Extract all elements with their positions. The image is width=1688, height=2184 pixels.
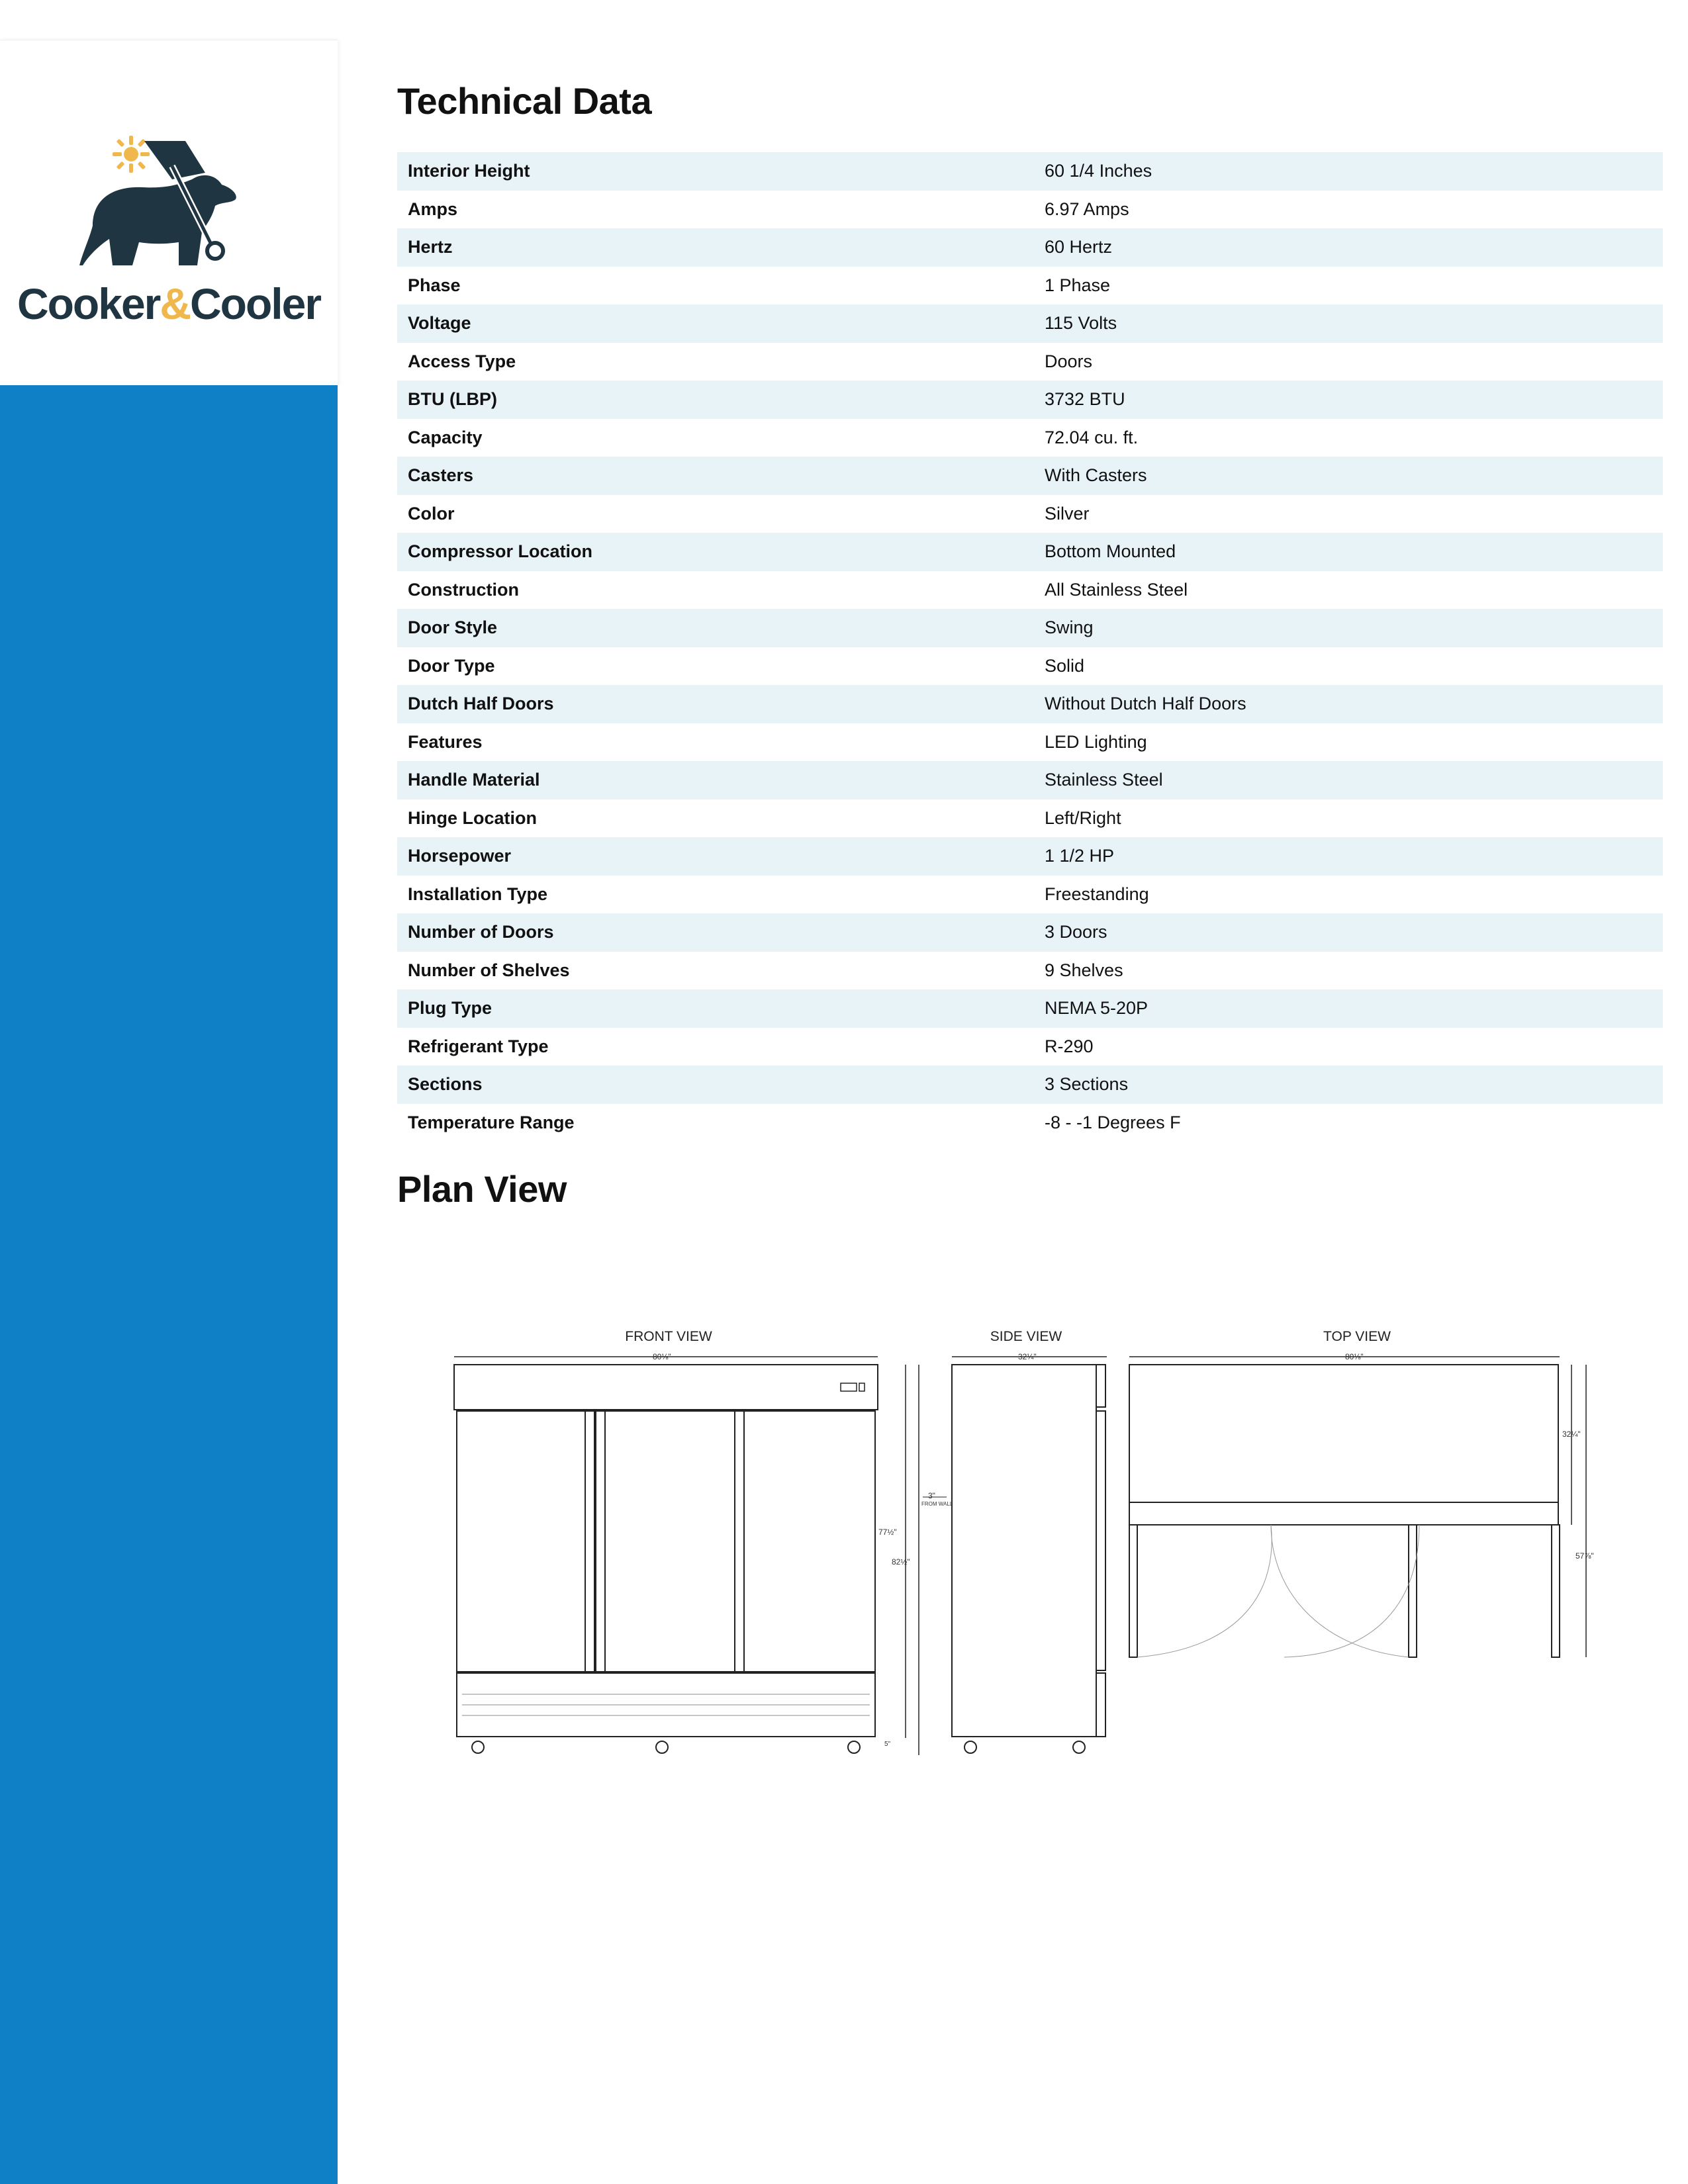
spec-label: Interior Height (408, 161, 530, 181)
spec-value: Bottom Mounted (1045, 541, 1176, 562)
spec-value: -8 - -1 Degrees F (1045, 1112, 1181, 1132)
spec-label: Features (408, 731, 483, 752)
side-view-label: SIDE VIEW (990, 1329, 1062, 1344)
spec-label: Casters (408, 465, 474, 486)
spec-value: Left/Right (1045, 807, 1121, 828)
spec-value: Freestanding (1045, 884, 1149, 904)
spec-label: Capacity (408, 427, 483, 447)
spec-label: BTU (LBP) (408, 389, 497, 410)
spec-label: Door Style (408, 617, 498, 638)
spec-label: Installation Type (408, 884, 548, 904)
spec-value: 3 Doors (1045, 922, 1107, 942)
spec-label: Horsepower (408, 846, 512, 866)
spec-value: NEMA 5-20P (1045, 998, 1149, 1019)
plan-view-title: Plan View (397, 1168, 567, 1210)
spec-value: All Stainless Steel (1045, 579, 1188, 600)
spec-value: 115 Volts (1045, 313, 1117, 334)
spec-label: Number of Shelves (408, 960, 570, 980)
spec-label: Amps (408, 199, 458, 219)
top-width-dim: 80⅛" (1345, 1352, 1364, 1361)
brand-wordmark: Cooker&Cooler (17, 279, 321, 328)
spec-value: 1 Phase (1045, 275, 1111, 295)
spec-label: Door Type (408, 655, 495, 676)
spec-value: 3732 BTU (1045, 389, 1125, 410)
spec-value: Solid (1045, 655, 1085, 676)
spec-value: 72.04 cu. ft. (1045, 427, 1139, 447)
spec-label: Temperature Range (408, 1112, 575, 1132)
top-depth-dim: 32¼" (1562, 1430, 1581, 1439)
spec-label: Plug Type (408, 998, 492, 1019)
spec-value: 3 Sections (1045, 1074, 1129, 1095)
spec-value: 9 Shelves (1045, 960, 1123, 980)
wall-note: FROM WALL (921, 1501, 953, 1507)
technical-data-title: Technical Data (397, 80, 652, 122)
front-width-dim: 80⅛" (653, 1352, 671, 1361)
spec-value: 60 Hertz (1045, 237, 1113, 257)
side-depth-dim: 32¼" (1018, 1352, 1037, 1361)
spec-label: Hinge Location (408, 807, 537, 828)
spec-label: Color (408, 503, 455, 523)
spec-value: R-290 (1045, 1036, 1094, 1056)
body-height-dim: 77½" (878, 1527, 897, 1537)
total-height-dim: 82½" (892, 1557, 910, 1567)
spec-label: Handle Material (408, 770, 540, 790)
spec-value: Silver (1045, 503, 1090, 523)
spec-label: Number of Doors (408, 922, 554, 942)
spec-value: Without Dutch Half Doors (1045, 694, 1246, 714)
spec-label: Sections (408, 1074, 483, 1095)
spec-label: Refrigerant Type (408, 1036, 549, 1056)
spec-label: Dutch Half Doors (408, 694, 554, 714)
spec-value: LED Lighting (1045, 731, 1147, 752)
top-view-label: TOP VIEW (1323, 1329, 1391, 1344)
spec-value: 6.97 Amps (1045, 199, 1129, 219)
caster-dim: 5" (884, 1741, 891, 1748)
spec-label: Access Type (408, 351, 516, 371)
spec-label: Compressor Location (408, 541, 593, 562)
spec-label: Construction (408, 579, 519, 600)
wall-gap-dim: 3" (928, 1491, 935, 1500)
spec-value: With Casters (1045, 465, 1147, 486)
spec-value: Swing (1045, 617, 1094, 638)
spec-value: 1 1/2 HP (1045, 846, 1115, 866)
spec-value: 60 1/4 Inches (1045, 161, 1152, 181)
spec-label: Hertz (408, 237, 453, 257)
spec-value: Stainless Steel (1045, 770, 1163, 790)
top-open-dim: 57⅞" (1575, 1551, 1594, 1561)
spec-value: Doors (1045, 351, 1093, 371)
front-view-label: FRONT VIEW (625, 1329, 712, 1344)
spec-label: Voltage (408, 313, 471, 334)
spec-label: Phase (408, 275, 461, 295)
